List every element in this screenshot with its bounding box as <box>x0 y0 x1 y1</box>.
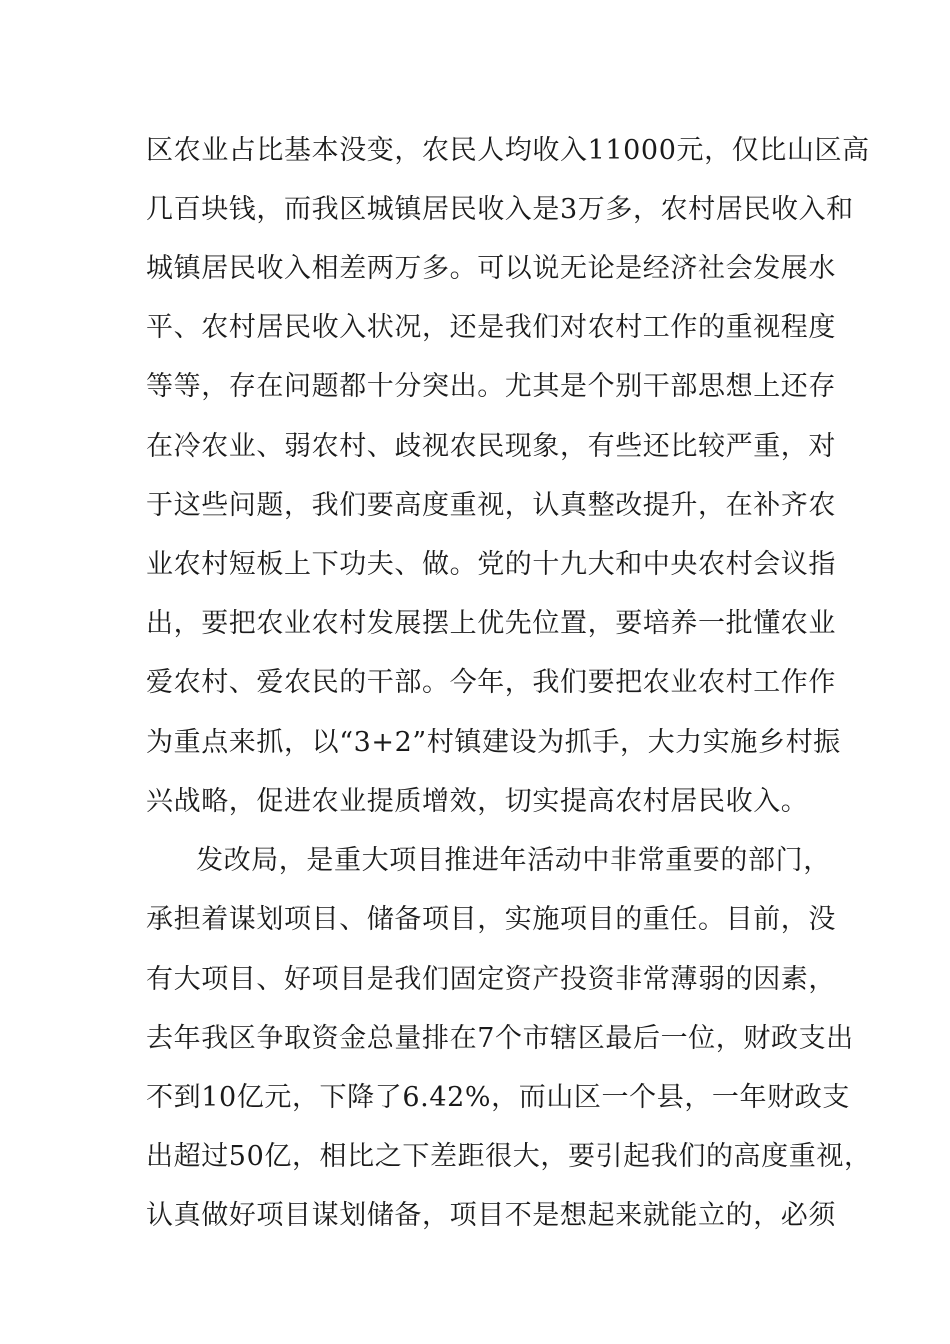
paragraph-1-line-6: 在冷农业、弱农村、歧视农民现象，有些还比较严重，对 <box>146 431 836 462</box>
paragraph-1-line-11: 为重点来抓，以“3+2”村镇建设为抓手，大力实施乡村振 <box>146 727 841 758</box>
paragraph-1-line-3: 城镇居民收入相差两万多。可以说无论是经济社会发展水 <box>146 253 836 284</box>
paragraph-1-line-12: 兴战略，促进农业提质增效，切实提高农村居民收入。 <box>146 786 809 817</box>
paragraph-2-line-1: 发改局，是重大项目推进年活动中非常重要的部门， <box>196 845 831 876</box>
paragraph-2-line-5: 不到10亿元，下降了6.42%，而山区一个县，一年财政支 <box>146 1082 850 1113</box>
paragraph-1-line-1: 区农业占比基本没变，农民人均收入11000元，仅比山区高 <box>146 135 870 166</box>
paragraph-1-line-9: 出，要把农业农村发展摆上优先位置，要培养一批懂农业 <box>146 608 836 639</box>
paragraph-1-line-8: 业农村短板上下功夫、做。党的十九大和中央农村会议指 <box>146 549 836 580</box>
paragraph-1-line-5: 等等，存在问题都十分突出。尤其是个别干部思想上还存 <box>146 371 836 402</box>
paragraph-2-line-6: 出超过50亿，相比之下差距很大，要引起我们的高度重视， <box>146 1141 872 1172</box>
paragraph-2-line-4: 去年我区争取资金总量排在7个市辖区最后一位，财政支出 <box>146 1023 854 1054</box>
paragraph-1-line-2: 几百块钱，而我区城镇居民收入是3万多，农村居民收入和 <box>146 194 854 225</box>
paragraph-2-line-2: 承担着谋划项目、储备项目，实施项目的重任。目前，没 <box>146 904 836 935</box>
paragraph-1-line-4: 平、农村居民收入状况，还是我们对农村工作的重视程度 <box>146 312 836 343</box>
paragraph-2-line-3: 有大项目、好项目是我们固定资产投资非常薄弱的因素， <box>146 964 836 995</box>
paragraph-1-line-7: 于这些问题，我们要高度重视，认真整改提升，在补齐农 <box>146 490 836 521</box>
paragraph-2-line-7: 认真做好项目谋划储备，项目不是想起来就能立的，必须 <box>146 1200 836 1231</box>
paragraph-1-line-10: 爱农村、爱农民的干部。今年，我们要把农业农村工作作 <box>146 667 836 698</box>
